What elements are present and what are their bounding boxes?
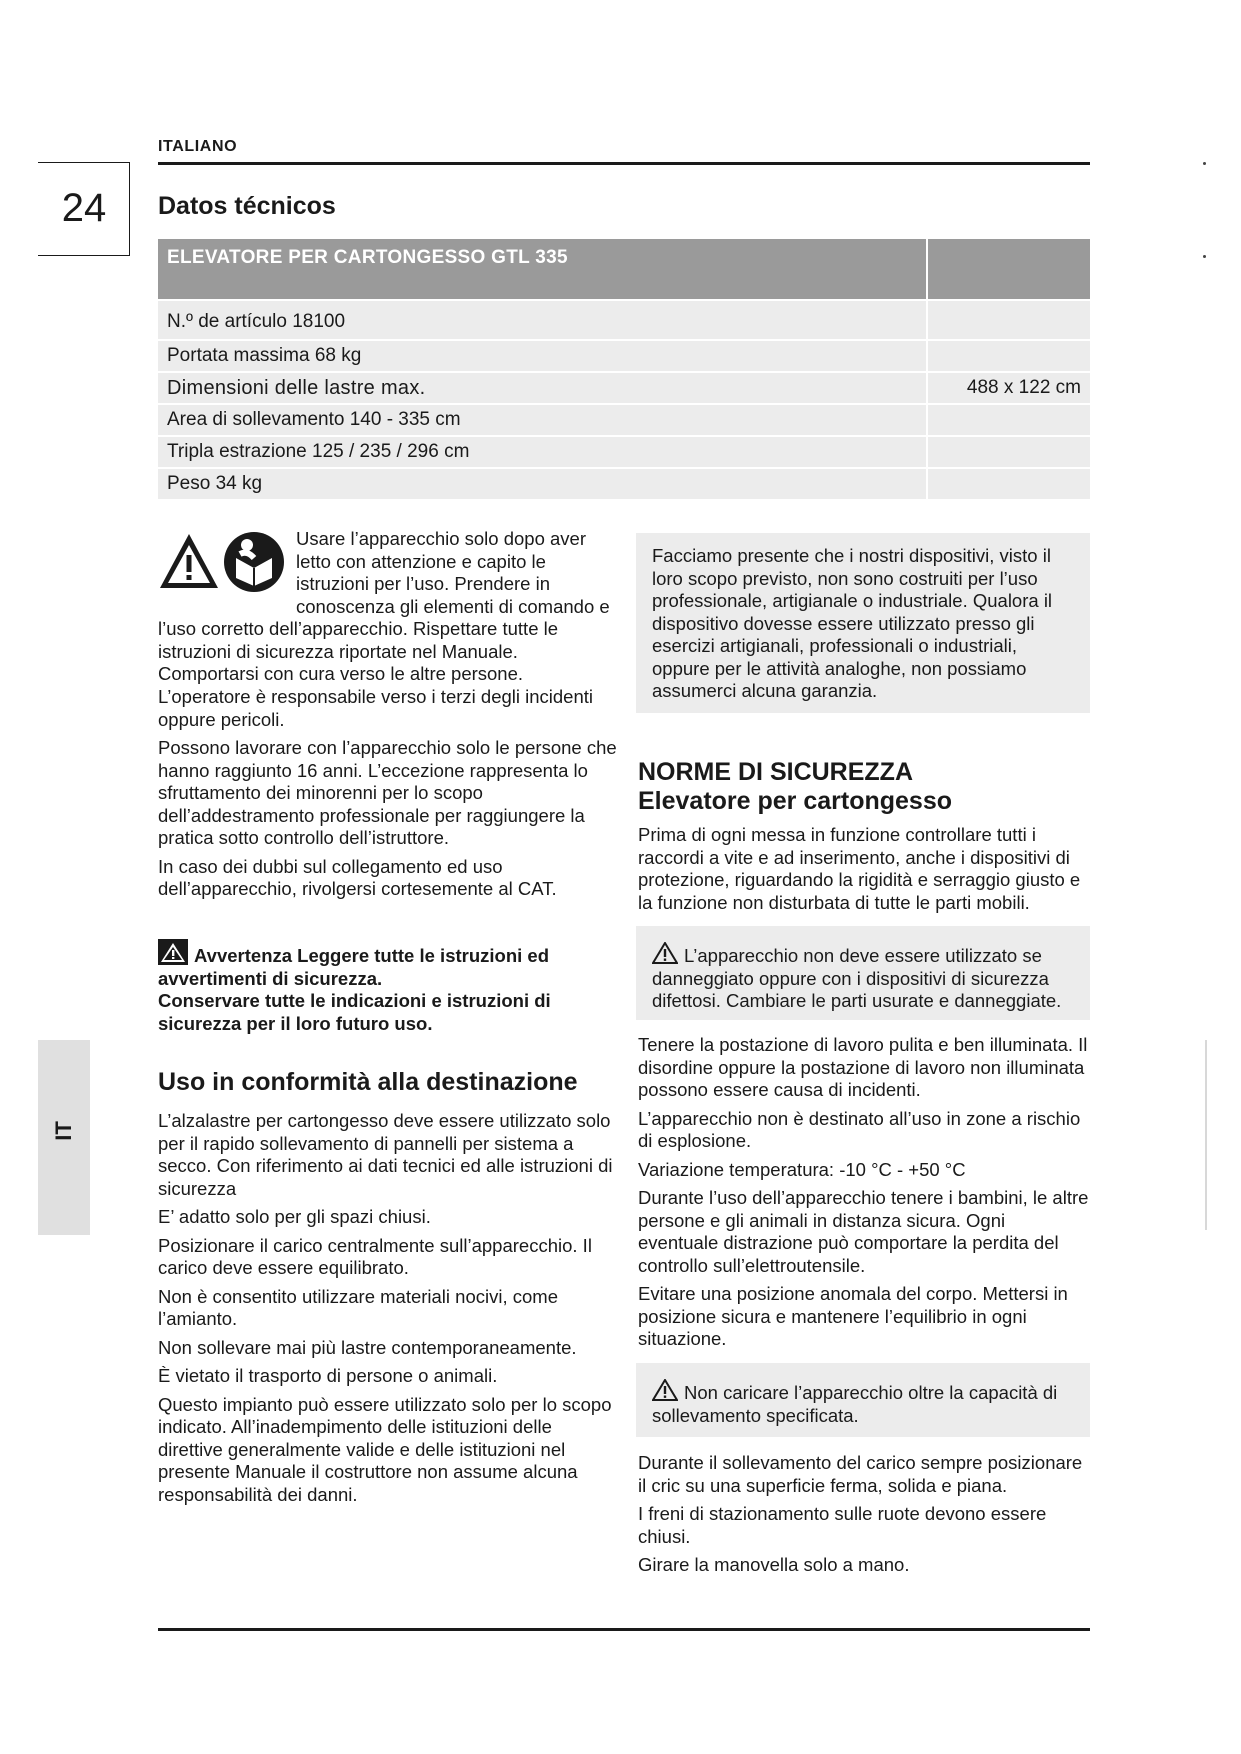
safety-heading-title: NORME DI SICUREZZA bbox=[638, 758, 913, 786]
spec-label: Portata massima 68 kg bbox=[158, 341, 928, 373]
bottom-rule bbox=[158, 1628, 1090, 1631]
spec-value bbox=[928, 437, 1090, 469]
use-paragraph: L’alzalastre per cartongesso deve essere utilizzato solo per il rapido sollevamento di pannelli per sistema a secco. Con riferimento ai dati tecnici ed alle istruzioni di sicurezza bbox=[158, 1110, 613, 1199]
spec-label: Peso 34 kg bbox=[158, 469, 928, 501]
read-manual-icon bbox=[224, 532, 284, 592]
page-number: 24 bbox=[61, 186, 107, 230]
left-paragraphs bbox=[158, 686, 618, 907]
note-box-2 bbox=[636, 1363, 1090, 1437]
age-requirement-text: Possono lavorare con l’apparecchio solo le persone che hanno raggiunto 16 anni. L’eccezione rappresenta lo sfruttamento dei minorenni per lo scopo dell’addestramento professionale per raggiungere la pratica sotto controllo dell’istruttore. bbox=[158, 737, 617, 848]
temperature-range-text: Variazione temperatura: -10 °C - +50 °C bbox=[638, 1158, 966, 1180]
disclaimer-box bbox=[636, 533, 1090, 713]
use-paragraph: Non sollevare mai più lastre contemporaneamente. bbox=[158, 1336, 577, 1358]
table-row bbox=[158, 437, 1090, 469]
note-2-text: Non caricare l’apparecchio oltre la capacità di sollevamento specificata. bbox=[652, 1382, 1058, 1426]
spec-label: Area di sollevamento 140 - 335 cm bbox=[158, 405, 928, 437]
warning-text-1: Avvertenza Leggere tutte le istruzioni ed avvertimenti di sicurezza. bbox=[158, 945, 550, 989]
warning-block bbox=[158, 939, 618, 1035]
safety-heading bbox=[638, 758, 1090, 816]
spec-section-title: Datos técnicos bbox=[158, 192, 336, 220]
edge-dot bbox=[1203, 255, 1206, 258]
safety-paragraph: Evitare una posizione anomala del corpo. Mettersi in posizione sicura e mantenere l’equilibrio in ogni situazione. bbox=[638, 1283, 1068, 1349]
edge-dot bbox=[1203, 162, 1206, 165]
table-row bbox=[158, 301, 1090, 341]
warning-text-2: Conservare tutte le indicazioni e istruzioni di sicurezza per il loro futuro uso. bbox=[158, 990, 551, 1034]
use-paragraph: E’ adatto solo per gli spazi chiusi. bbox=[158, 1206, 431, 1227]
note-box-1 bbox=[636, 926, 1090, 1020]
safety-heading-subtitle: Elevatore per cartongesso bbox=[638, 787, 953, 815]
intended-use-paragraphs bbox=[158, 1110, 618, 1512]
spec-value bbox=[928, 405, 1090, 437]
note-2 bbox=[652, 1379, 1074, 1427]
warning-triangle-icon bbox=[160, 534, 218, 588]
spec-table bbox=[158, 239, 1090, 501]
use-paragraph: È vietato il trasporto di persone o animali. bbox=[158, 1365, 498, 1386]
top-rule bbox=[158, 162, 1090, 165]
safety-paragraph: Girare la manovella solo a mano. bbox=[638, 1554, 910, 1575]
use-paragraph: Non è consentito utilizzare materiali nocivi, come l’amianto. bbox=[158, 1285, 558, 1329]
caution-icon bbox=[652, 1379, 678, 1401]
language-side-label: IT bbox=[51, 1121, 76, 1141]
note-1-text: L’apparecchio non deve essere utilizzato se danneggiato oppure con i dispositivi di sicurezza difettosi. Cambiare le parti usurate e danneggiate. bbox=[652, 945, 1062, 1011]
spec-value: 488 x 122 cm bbox=[928, 373, 1090, 405]
use-paragraph: Questo impianto può essere utilizzato solo per lo scopo indicato. All’inadempimento delle istituzioni delle direttive generalmente valide e delle istituzioni nel presente Manuale il costruttore non assume alcuna responsabilità dei danni. bbox=[158, 1393, 612, 1505]
warning-box-icon bbox=[158, 939, 188, 965]
table-row bbox=[158, 469, 1090, 501]
spec-table-header: ELEVATORE PER CARTONGESSO GTL 335 bbox=[158, 239, 928, 301]
warning-and-manual-icons bbox=[158, 528, 286, 596]
spec-label: Tripla estrazione 125 / 235 / 296 cm bbox=[158, 437, 928, 469]
safety-paragraph: Durante l’uso dell’apparecchio tenere i bambini, le altre persone e gli animali in distanza sicura. Ogni eventuale distrazione può comportare la perdita del controllo sull’elettroutensile. bbox=[638, 1187, 1089, 1276]
table-row bbox=[158, 341, 1090, 373]
spec-label: Dimensioni delle lastre max. bbox=[158, 373, 928, 405]
spec-table-header-empty bbox=[928, 239, 1090, 301]
safety-paragraphs-a bbox=[638, 1034, 1090, 1357]
spec-value bbox=[928, 301, 1090, 341]
safety-intro-block bbox=[638, 824, 1090, 914]
safety-paragraph: L’apparecchio non è destinato all’uso in zone a rischio di esplosione. bbox=[638, 1107, 1081, 1151]
intro-text: Usare l’apparecchio solo dopo aver letto con attenzione e capito le istruzioni per l’uso. Prendere in conoscenza gli elementi di comando e l’uso corretto dell’apparecchio. Rispettare tutte le istruzioni di sicurezza riportate nel Manuale. Comportarsi con cura verso le altre persone. bbox=[158, 528, 610, 684]
spec-value bbox=[928, 341, 1090, 373]
spec-label: N.º de artículo 18100 bbox=[158, 301, 928, 341]
edge-mark bbox=[1205, 1040, 1207, 1230]
spec-value bbox=[928, 469, 1090, 501]
note-1 bbox=[652, 942, 1074, 1013]
table-row bbox=[158, 373, 1090, 405]
use-paragraph: Posizionare il carico centralmente sull’apparecchio. Il carico deve essere equilibrato. bbox=[158, 1234, 592, 1278]
operator-responsibility-text: L’operatore è responsabile verso i terzi degli incidenti oppure pericoli. bbox=[158, 686, 594, 730]
safety-paragraph: Tenere la postazione di lavoro pulita e ben illuminata. Il disordine oppure la postazione di lavoro non illuminata possono essere causa di incidenti. bbox=[638, 1034, 1088, 1100]
safety-intro-text: Prima di ogni messa in funzione controllare tutti i raccordi a vite e ad inserimento, anche i dispositivi di protezione, riguardando la rigidità e serraggio giusto e la funzione non disturbata di tutte le parti mobili. bbox=[638, 824, 1081, 913]
disclaimer-text: Facciamo presente che i nostri dispositivi, visto il loro scopo previsto, non sono costruiti per l’uso professionale, artigianale o industriale. Qualora il dispositivo dovesse essere utilizzato presso gli esercizi artigianali, professionali o industriali, oppure per le attività analoghe, non possiamo assumerci alcuna garanzia. bbox=[652, 545, 1053, 701]
language-header: ITALIANO bbox=[158, 138, 238, 155]
safety-paragraphs-b bbox=[638, 1452, 1090, 1583]
spec-table-header-row bbox=[158, 239, 1090, 301]
intro-block bbox=[158, 528, 618, 686]
safety-icons bbox=[158, 528, 286, 596]
intended-use-heading: Uso in conformità alla destinazione bbox=[158, 1068, 578, 1096]
table-row bbox=[158, 405, 1090, 437]
safety-paragraph: I freni di stazionamento sulle ruote devono essere chiusi. bbox=[638, 1503, 1047, 1547]
safety-paragraph: Durante il sollevamento del carico sempre posizionare il cric su una superficie ferma, solida e piana. bbox=[638, 1452, 1083, 1496]
service-contact-text: In caso dei dubbi sul collegamento ed uso dell’apparecchio, rivolgersi cortesemente al CAT. bbox=[158, 855, 557, 899]
caution-icon bbox=[652, 942, 678, 964]
